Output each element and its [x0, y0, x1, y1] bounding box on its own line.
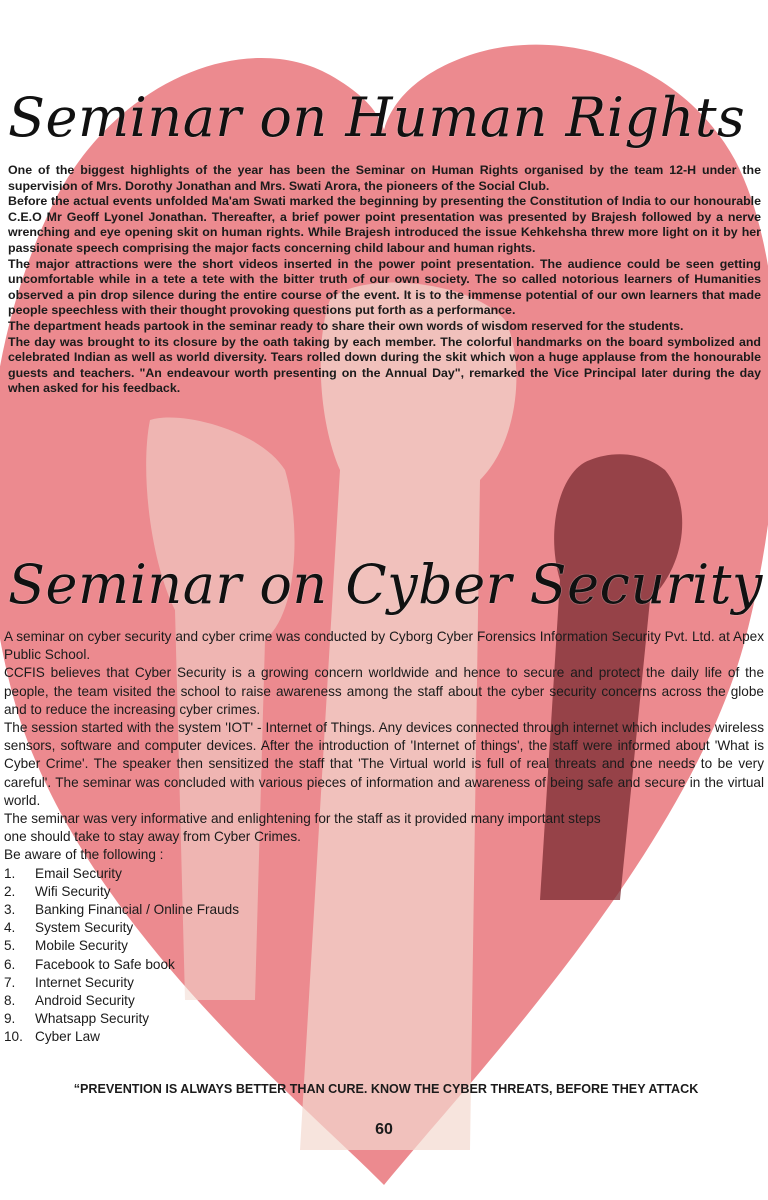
list-number: 2. — [4, 883, 16, 899]
list-number: 6. — [4, 956, 16, 972]
article-paragraph: The major attractions were the short videos inserted in the power point presentation. The audience could be seen getting uncomfortable while in a tete a tete with the bitter truth of our own society. The so called notorious learners of Humanities observed a pin drop silence during the entire course of the event. It is to the immense potential of our own learners that made people speechless with their thought provoking questions put forth as a performance. — [8, 256, 761, 318]
list-text: System Security — [35, 920, 134, 936]
human-rights-article — [8, 163, 761, 397]
article-paragraph: The session started with the system 'IOT' - Internet of Things. Any devices connected through internet which includes wireless sensors, software and computer devices. After the introduction of 'Internet of things', the staff were informed about 'What is Cyber Crime'. The speaker then sensitized the staff that 'The Virtual world is full of real threats and one needs to be very careful'. The seminar was concluded with various pieces of information and awareness of being safe and secure in the virtual world. — [4, 720, 764, 808]
list-intro: Be aware of the following : — [4, 847, 164, 863]
cyber-security-title: Seminar on Cyber Security — [8, 553, 763, 616]
list-text: Mobile Security — [35, 938, 128, 954]
list-text: Android Security — [35, 993, 135, 1009]
article-paragraph: The seminar was very informative and enlightening for the staff as it provided many important steps — [4, 811, 601, 827]
list-number: 10. — [4, 1029, 23, 1045]
list-text: Internet Security — [35, 974, 134, 990]
list-text: Email Security — [35, 865, 122, 881]
article-paragraph: A seminar on cyber security and cyber crime was conducted by Cyborg Cyber Forensics Information Security Pvt. Ltd. at Apex Public School. — [4, 629, 764, 663]
list-number: 4. — [4, 920, 16, 936]
cyber-threat-list — [4, 865, 764, 1047]
list-item — [4, 937, 764, 955]
article-paragraph: The day was brought to its closure by the oath taking by each member. The colorful handmarks on the board symbolized and celebrated Indian as well as world diversity. Tears rolled down during the skit which won a huge applause from the honourable guests and teachers. "An endeavour worth presenting on the Annual Day", remarked the Vice Principal later during the day when asked for his feedback. — [8, 334, 761, 396]
list-number: 7. — [4, 974, 16, 990]
list-number: 9. — [4, 1011, 16, 1027]
list-number: 8. — [4, 993, 16, 1009]
human-rights-title: Seminar on Human Rights — [8, 86, 746, 149]
list-number: 5. — [4, 938, 16, 954]
list-item — [4, 883, 764, 901]
list-text: Banking Financial / Online Frauds — [35, 902, 240, 918]
list-text: Wifi Security — [35, 883, 111, 899]
article-paragraph: The department heads partook in the seminar ready to share their own words of wisdom reserved for the students. — [8, 318, 684, 333]
page-number: 60 — [375, 1121, 393, 1138]
article-paragraph: CCFIS believes that Cyber Security is a growing concern worldwide and hence to secure and protect the daily life of the people, the team visited the school to raise awareness among the staff about the cyber security concerns across the globe and to reduce the increasing cyber crimes. — [4, 665, 764, 717]
list-text: Facebook to Safe book — [35, 956, 175, 972]
list-number: 1. — [4, 865, 16, 881]
list-number: 3. — [4, 902, 16, 918]
list-item — [4, 974, 764, 992]
list-item — [4, 956, 764, 974]
list-item — [4, 919, 764, 937]
article-paragraph: Before the actual events unfolded Ma'am Swati marked the beginning by presenting the Constitution of India to our honourable C.E.O Mr Geoff Lyonel Jonathan. Thereafter, a brief power point presentation was presented by Brajesh followed by a nerve wrenching and eye opening skit on human rights. While Brajesh introduced the issue Kehkehsha threw more light on it by her passionate speech comprising the major facts concerning child labour and human rights. — [8, 194, 761, 255]
list-item — [4, 992, 764, 1010]
list-text: Cyber Law — [35, 1029, 100, 1045]
article-paragraph: One of the biggest highlights of the year has been the Seminar on Human Rights organised by the team 12-H under the supervision of Mrs. Dorothy Jonathan and Mrs. Swati Arora, the pioneers of the Social Club. — [8, 163, 761, 193]
list-item — [4, 901, 764, 919]
article-paragraph: one should take to stay away from Cyber Crimes. — [4, 829, 301, 845]
list-text: Whatsapp Security — [35, 1011, 150, 1027]
list-item — [4, 1010, 764, 1028]
list-item — [4, 1028, 764, 1046]
list-item — [4, 865, 764, 883]
cyber-security-article — [4, 628, 764, 1047]
closing-quote: “PREVENTION IS ALWAYS BETTER THAN CURE. KNOW THE CYBER THREATS, BEFORE THEY ATTACK — [73, 1082, 699, 1096]
